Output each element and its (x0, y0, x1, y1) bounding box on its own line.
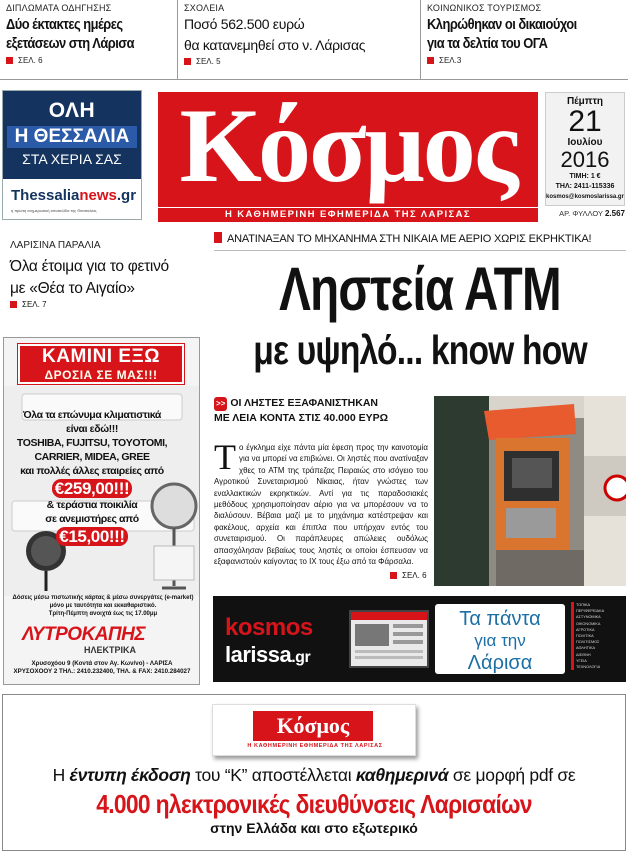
main-headline[interactable]: Ληστεία ΑΤΜ (279, 255, 561, 323)
top-story-driving-tests[interactable] (0, 0, 177, 80)
day-number: 21 (568, 105, 602, 138)
ad-banner: ΟΛΗ Η ΘΕΣΣΑΛΙΑ ΣΤΑ ΧΕΡΙΑ ΣΑΣ (3, 91, 141, 179)
kosmoslarissa-banner[interactable] (213, 596, 626, 682)
ad-header: ΚΑΜΙΝΙ ΕΞΩ ΔΡΟΣΙΑ ΣΕ ΜΑΣ!!! (18, 344, 184, 384)
promo-line-3: στην Ελλάδα και στο εξωτερικό (210, 820, 418, 836)
phone: ΤΗΛ: 2411-115336 (555, 183, 615, 190)
thessalianews-ad[interactable] (2, 90, 142, 220)
bullet-square (6, 57, 13, 64)
main-story-subheading: >> ΟΙ ΛΗΣΤΕΣ ΕΞΑΦΑΝΙΣΤΗΚΑΝ ΜΕ ΛΕΙΑ ΚΟΝΤΑ ΣΤΙΣ 40.000 ΕΥΡΩ (214, 397, 388, 424)
laptop-screen-image (349, 610, 429, 668)
email[interactable]: kosmos@kosmoslarissa.gr (546, 194, 624, 200)
story-headline: θα κατανεμηθεί στο ν. Λάρισας (184, 37, 366, 53)
bullet-square (214, 232, 222, 243)
banner-logo-kosmos: kosmos (225, 614, 313, 641)
page-ref: ΣΕΛ. 6 (18, 56, 43, 65)
story-headline: για τα δελτία του ΟΓΑ (427, 35, 548, 52)
promo-line-1: Η έντυπη έκδοση του “Κ” αποστέλλεται καθημερινά σε μορφή pdf σε (52, 765, 576, 785)
masthead (158, 87, 538, 207)
newspaper-stack-image: Κόσμος Η ΚΑΘΗΜΕΡΙΝΗ ΕΦΗΜΕΡΙΔΑ ΤΗΣ ΛΑΡΙΣΑΣ (212, 704, 416, 756)
ad-address: Χρυσοχόου 9 (Κοντά στον Αγ. Κων/νο) - ΛΑΡΙΣΑ ΧΡΥΣΟΧΟΟΥ 2 ΤΗΛ.: 2410.232400, ΤΗΛ. & FAX: 2410.284027 (13, 660, 191, 675)
drop-cap: Τ (214, 437, 236, 477)
ad-tagline: η πρώτη ενημερωτική ιστοσελίδα της Θεσσαλίας (11, 208, 97, 213)
banner-slogan: Τα πάντα για την Λάρισα (435, 604, 565, 674)
page-ref: ΣΕΛ.3 (439, 56, 462, 65)
month: Ιουλίου (567, 137, 603, 148)
price-tag: €15,00!!! (56, 527, 127, 546)
lytrokapis-logo: ΛΥΤΡΟΚΑΠΗΣ (22, 624, 146, 645)
top-story-schools[interactable] (177, 0, 420, 80)
date-box (545, 92, 625, 206)
story-headline: Δύο έκτακτες ημέρες (6, 16, 123, 33)
story-headline: εξετάσεων στη Λάρισα (6, 35, 135, 52)
main-headline-line2[interactable]: με υψηλό... know how (253, 327, 587, 373)
story-headline: Ποσό 562.500 ευρώ (184, 16, 305, 32)
top-headlines-strip (0, 0, 628, 80)
ad-body: Όλα τα επώνυμα κλιματιστικά είναι εδώ!!! TOSHIBA, FUJITSU, TOYOTOMI, CARRIER, MIDEA, GREE και πολλές άλλες εταιρείες από €259,00!!! & τεράστια ποικιλία σε ανεμιστήρες από €15,00!!! (16, 409, 168, 546)
price: ΤΙΜΗ: 1 € (569, 173, 601, 180)
year: 2016 (560, 147, 610, 172)
page-ref: ΣΕΛ. 5 (196, 57, 221, 66)
story-category: ΣΧΟΛΕΙΑ (184, 3, 225, 13)
weekday: Πέμπτη (566, 96, 604, 107)
bullet-square (390, 572, 397, 579)
logo-subtitle: ΗΛΕΚΤΡΙΚΑ (84, 645, 137, 655)
atm-photo (434, 396, 626, 586)
left-story-headline[interactable]: Όλα έτοιμα για το φετινό με «Θέα το Αιγαίο» (10, 258, 169, 297)
divider (214, 250, 626, 251)
main-story-page-ref: ΣΕΛ. 6 (390, 571, 427, 580)
story-headline: Κληρώθηκαν οι δικαιούχοι (427, 16, 577, 33)
ad-notes: Δόσεις μέσω πιστωτικής κάρτας & μέσω συνεργάτες (e-market) μόνο με ταυτότητα και εκκαθαριστικό. Τρίτη-Πέμπτη ανοιχτά έως τις 17.00μμ (12, 595, 194, 617)
story-category: ΚΟΙΝΩΝΙΚΟΣ ΤΟΥΡΙΣΜΟΣ (427, 3, 542, 13)
bullet-square (184, 58, 191, 65)
left-story-category: ΛΑΡΙΣΙΝΑ ΠΑΡΑΛΙΑ (10, 240, 101, 251)
main-story-kicker: ΑΝΑΤΙΝΑΞΑΝ ΤΟ ΜΗΧΑΝΗΜΑ ΣΤΗ ΝΙΚΑΙΑ ΜΕ ΑΕΡΙΟ ΧΩΡΙΣ ΕΚΡΗΚΤΙΚΑ! (214, 232, 626, 245)
air-conditioner-ad[interactable] (3, 337, 200, 685)
bullet-square (10, 301, 17, 308)
banner-section-list: ΤΟΠΙΚΑ ΠΕΡΙΦΕΡΕΙΑΚΑ ΑΣΤΥΝΟΜΙΚΑ ΟΙΚΟΝΟΜΙΚΑ ΑΓΡΟΤΙΚΑ ΠΟΛΙΤΙΚΑ ΠΟΛΙΤΙΣΜΟΣ ΑΘΛΗΤΙΚΑ ΔΙΕΘΝΗ ΥΓΕΙΑ ΤΕΧΝΟΛΟΓΙΑ (571, 602, 623, 670)
issue-number: ΑΡ. ΦΥΛΛΟΥ 2.567 (559, 209, 625, 218)
newspaper-title: Κόσμος (179, 87, 517, 204)
top-story-social-tourism[interactable] (420, 0, 628, 80)
bullet-square (427, 57, 434, 64)
main-story-body: Το έγκλημα είχε πάντα μία έφεση προς την καινοτομία για να μπορεί να επιβιώνει. Οι ληστές που ανατίναξαν χθες το ΑΤΜ της τράπεζας Πειραιώς στο ισόγειο του Αγροτικού Συνεταιρισμού Νίκαιας, ήταν γνώστες των εναλλακτικών εκρηκτικών. Αντί για τις παραδοσιακές μεθόδους χρησιμοποίησαν αέριο για να μπορέσουν να το διαλύσουν. Βέβαια μαζί με το μηχάνημα κατέστρεψαν και φακέλους, αρχεία και έπιπλα που υπήρχαν εντός του συνεταιρισμού. Οι παράπλευρες απώλειες ουδόλως απασχόλησαν βεβαίως τους ληστές οι οποίοι έσπευσαν να εξαφανιστούν καίγοντας το ΙΧ τους έξω από τα Φάρσαλα. (214, 437, 428, 567)
banner-logo-larissa: larissa.gr (225, 642, 311, 667)
arrow-icon: >> (214, 397, 227, 411)
left-story-page-ref: ΣΕΛ. 7 (10, 300, 47, 309)
story-category: ΔΙΠΛΩΜΑΤΑ ΟΔΗΓΗΣΗΣ (6, 3, 112, 13)
promo-line-2: 4.000 ηλεκτρονικές διευθύνσεις Λαρισαίων (96, 789, 532, 819)
masthead-subtitle: Η ΚΑΘΗΜΕΡΙΝΗ ΕΦΗΜΕΡΙΔΑ ΤΗΣ ΛΑΡΙΣΑΣ (158, 208, 538, 222)
thessalianews-logo: Thessalianews.gr (11, 187, 137, 204)
price-tag: €259,00!!! (52, 479, 132, 498)
